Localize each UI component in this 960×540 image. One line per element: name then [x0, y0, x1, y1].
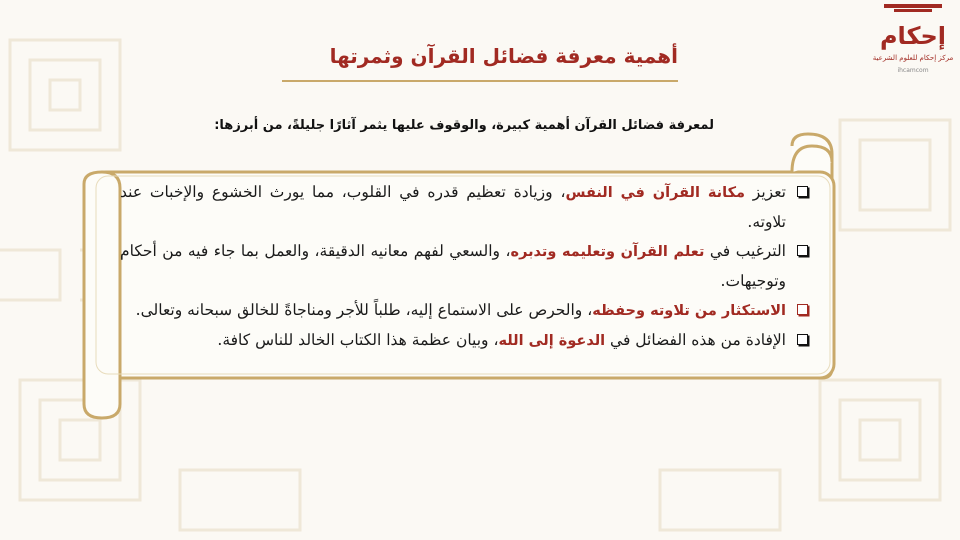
item-text: ، وزيادة تعظيم قدره في القلوب، مما يورث الخشوع والإخبات عند تلاوته. — [120, 183, 786, 231]
item-text: ، والسعي لفهم معانيه الدقيقة، والعمل بما جاء فيه من أحكام وتوجيهات. — [120, 242, 786, 290]
item-highlight: تعلم القرآن وتعليمه وتدبره — [510, 244, 705, 260]
item-highlight: الاستكثار من تلاوته وحفظه — [592, 303, 786, 319]
list-item — [120, 326, 810, 356]
item-text: تعزيز — [744, 183, 787, 201]
logo-wordmark: إحكام — [879, 22, 947, 50]
item-text: الترغيب في — [704, 242, 786, 260]
intro-text: لمعرفة فضائل القرآن أهمية كبيرة، والوقوف عليها يثمر آثارًا جليلةً، من أبرزها: — [214, 118, 714, 133]
checkbox-bullet-icon — [797, 304, 808, 315]
item-text: الإفادة من هذه الفضائل في — [605, 331, 786, 349]
checkbox-bullet-icon — [797, 334, 808, 345]
item-text: ، وبيان عظمة هذا الكتاب الخالد للناس كافة. — [217, 331, 499, 349]
title-underline — [282, 80, 678, 82]
checkbox-bullet-icon — [797, 186, 808, 197]
list-item — [120, 237, 810, 296]
checkbox-bullet-icon — [797, 245, 808, 256]
logo-caption: ihcamcom — [897, 67, 929, 74]
logo-subtitle: مركز إحكام للعلوم الشرعية — [872, 54, 954, 62]
list-item — [120, 178, 810, 237]
list-item — [120, 296, 810, 326]
benefits-list — [120, 178, 810, 356]
item-text: ، والحرص على الاستماع إليه، طلباً للأجر ومناجاةً للخالق سبحانه وتعالى. — [135, 301, 593, 319]
item-highlight: الدعوة إلى الله — [498, 333, 606, 349]
item-highlight: مكانة القرآن في النفس — [565, 185, 745, 201]
brand-logo — [870, 4, 956, 88]
slide-title: أهمية معرفة فضائل القرآن وثمرتها — [329, 44, 678, 68]
